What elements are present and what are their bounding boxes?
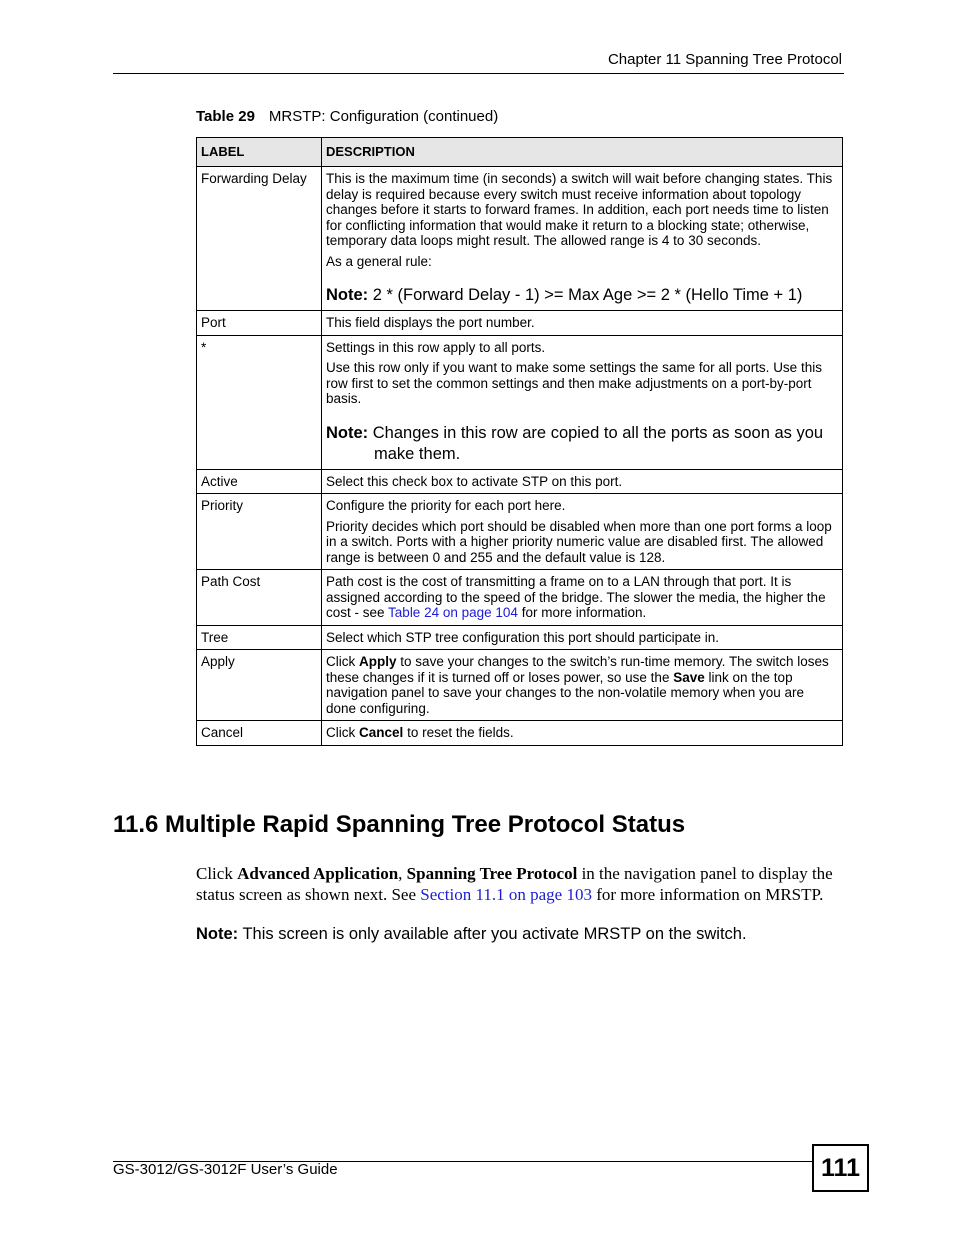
table-row [197,570,843,626]
description-text: This is the maximum time (in seconds) a switch will wait before changing states. This delay is required because every switch must receive information about topology changes before it starts to forward frames. In addition, each port needs time to listen for conflicting information that would make it return to a blocking state; otherwise, temporary data loops might result. The allowed range is 4 to 30 seconds. [326,171,833,248]
table-row [197,494,843,570]
row-label: Cancel [197,721,322,746]
row-label: * [197,335,322,469]
section-title: 11.6 Multiple Rapid Spanning Tree Protocol Status [113,811,686,838]
note [326,285,837,306]
bold-term: Apply [359,654,397,669]
note [326,423,837,465]
note-text: 2 * (Forward Delay - 1) >= Max Age >= 2 * (Hello Time + 1) [372,286,803,304]
table-row [197,625,843,650]
table-number: Table 29 [196,108,255,125]
config-table [196,137,843,746]
row-description [322,494,843,570]
section-11-1-link[interactable]: Section 11.1 on page 103 [420,885,592,904]
bold-term: Cancel [359,725,404,740]
row-label: Active [197,469,322,494]
description-text [326,574,837,621]
note-text: This screen is only available after you activate MRSTP on the switch. [242,925,747,943]
header-rule [113,73,844,74]
text-run: for more information. [521,605,647,620]
col-header-description: DESCRIPTION [322,138,843,167]
row-label: Apply [197,650,322,721]
row-description [322,625,843,650]
table-row [197,335,843,469]
description-text: Select this check box to activate STP on this port. [326,473,623,489]
row-description [322,721,843,746]
table-header-row [197,138,843,167]
table-row [197,469,843,494]
table-row [197,650,843,721]
row-description [322,335,843,469]
bold-term: Save [673,669,705,685]
table-row [197,167,843,311]
description-text: As a general rule: [326,253,432,269]
description-text: This field displays the port number. [326,315,535,330]
note-label: Note: [196,925,239,943]
text-run: for more information on MRSTP. [596,885,824,904]
note-text: Changes in this row are copied to all the ports as soon as you make them. [372,423,824,463]
row-label: Tree [197,625,322,650]
row-description [322,311,843,336]
description-text: Settings in this row apply to all ports. [326,339,546,355]
row-label: Path Cost [197,570,322,626]
row-label: Priority [197,494,322,570]
text-run: link on the top navigation panel to save your changes to the non-volatile memory when you are done configuring. [326,669,805,716]
description-text: Use this row only if you want to make some settings the same for all ports. Use this row first to set the common settings and then make adjustments on a port-by-port basis. [326,360,822,406]
text-run: in the navigation panel to display the status screen as shown next. See [196,864,833,904]
text-run: Path cost is the cost of transmitting a frame on to a LAN through that port. It is assigned according to the speed of the bridge. The slower the media, the higher the cost - see [326,574,826,620]
col-header-label: LABEL [197,138,322,167]
note-label: Note: [326,423,369,442]
description-text: Select which STP tree configuration this port should participate in. [326,629,719,645]
table-row [197,721,843,746]
table-row [197,311,843,336]
body-paragraph [196,863,846,905]
table-caption-text: MRSTP: Configuration (continued) [268,108,499,125]
page-number: 111 [812,1144,869,1192]
text-run: Click [326,725,356,740]
description-text [326,654,837,716]
description-text: Configure the priority for each port here. [326,498,566,513]
text-run: to save your changes to the switch’s run-time memory. The switch loses these changes if it is turned off or loses power, so use the [326,654,829,685]
row-label: Forwarding Delay [197,167,322,311]
bold-term: Spanning Tree Protocol [406,864,578,883]
row-description [322,570,843,626]
table-24-link[interactable]: Table 24 on page 104 [388,605,518,620]
row-description [322,650,843,721]
text-run: to reset the fields. [407,725,514,740]
description-text [326,725,837,741]
note-label: Note: [326,286,369,304]
text-run: , [398,864,403,883]
row-description [322,469,843,494]
section-note [196,925,747,944]
footer-guide-title: GS-3012/GS-3012F User’s Guide [113,1161,338,1178]
table-caption [196,108,498,125]
text-run: Click [196,864,233,883]
chapter-header: Chapter 11 Spanning Tree Protocol [607,51,842,68]
row-label: Port [197,311,322,336]
row-description [322,167,843,311]
bold-term: Advanced Application [237,864,399,883]
text-run: Click [326,654,356,669]
description-text: Priority decides which port should be disabled when more than one port forms a loop in a switch. Ports with a higher priority numeric value are disabled first. The allowed range is between 0 and 255 and the default value is 128. [326,518,832,565]
